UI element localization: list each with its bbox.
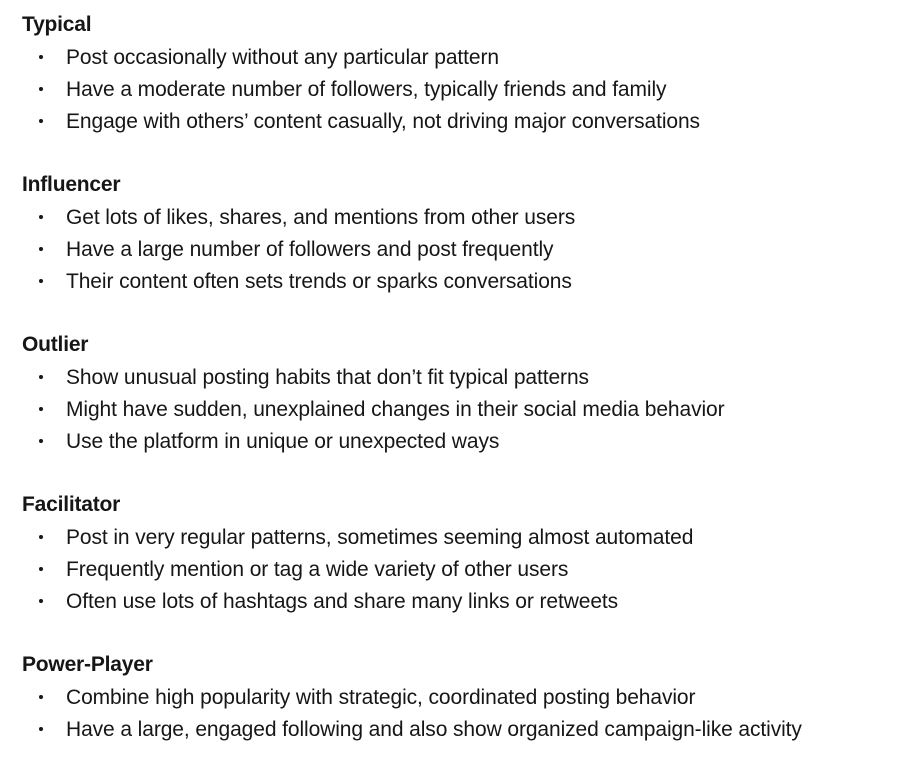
list-item-text: Have a large, engaged following and also show organized campaign-like activity (66, 718, 802, 741)
section-heading: Power-Player (22, 653, 153, 676)
section-heading: Influencer (22, 173, 121, 196)
bullet-icon (39, 535, 43, 539)
list-item-text: Combine high popularity with strategic, coordinated posting behavior (66, 686, 696, 709)
list-item (0, 362, 924, 394)
bullet-icon (39, 567, 43, 571)
bullet-icon (39, 55, 43, 59)
list-item-text: Have a large number of followers and post frequently (66, 238, 554, 261)
section-heading: Typical (22, 13, 92, 36)
list-item-text: Post in very regular patterns, sometimes seeming almost automated (66, 526, 694, 549)
list-item (0, 682, 924, 714)
list-item (0, 266, 924, 298)
bullet-icon (39, 87, 43, 91)
bullet-icon (39, 599, 43, 603)
bullet-icon (39, 407, 43, 411)
list-item (0, 106, 924, 138)
bullet-icon (39, 279, 43, 283)
list-item-text: Show unusual posting habits that don’t fit typical patterns (66, 366, 589, 389)
list-item (0, 74, 924, 106)
list-item-text: Have a moderate number of followers, typically friends and family (66, 78, 667, 101)
bullet-icon (39, 439, 43, 443)
bullet-icon (39, 247, 43, 251)
list-item (0, 42, 924, 74)
list-item (0, 426, 924, 458)
bullet-icon (39, 119, 43, 123)
list-item-text: Frequently mention or tag a wide variety of other users (66, 558, 569, 581)
list-item-text: Engage with others’ content casually, not driving major conversations (66, 110, 700, 133)
list-item-text: Their content often sets trends or sparks conversations (66, 270, 572, 293)
list-item (0, 202, 924, 234)
list-item-text: Might have sudden, unexplained changes in their social media behavior (66, 398, 725, 421)
bullet-icon (39, 695, 43, 699)
list-item (0, 394, 924, 426)
list-item (0, 522, 924, 554)
list-item (0, 234, 924, 266)
list-item-text: Often use lots of hashtags and share many links or retweets (66, 590, 619, 613)
list-item (0, 714, 924, 746)
bullet-icon (39, 375, 43, 379)
list-item (0, 586, 924, 618)
list-item-text: Post occasionally without any particular pattern (66, 46, 499, 69)
bullet-icon (39, 215, 43, 219)
list-item-text: Get lots of likes, shares, and mentions from other users (66, 206, 576, 229)
section-heading: Outlier (22, 333, 89, 356)
bullet-icon (39, 727, 43, 731)
section-heading: Facilitator (22, 493, 121, 516)
list-item (0, 554, 924, 586)
list-item-text: Use the platform in unique or unexpected ways (66, 430, 500, 453)
